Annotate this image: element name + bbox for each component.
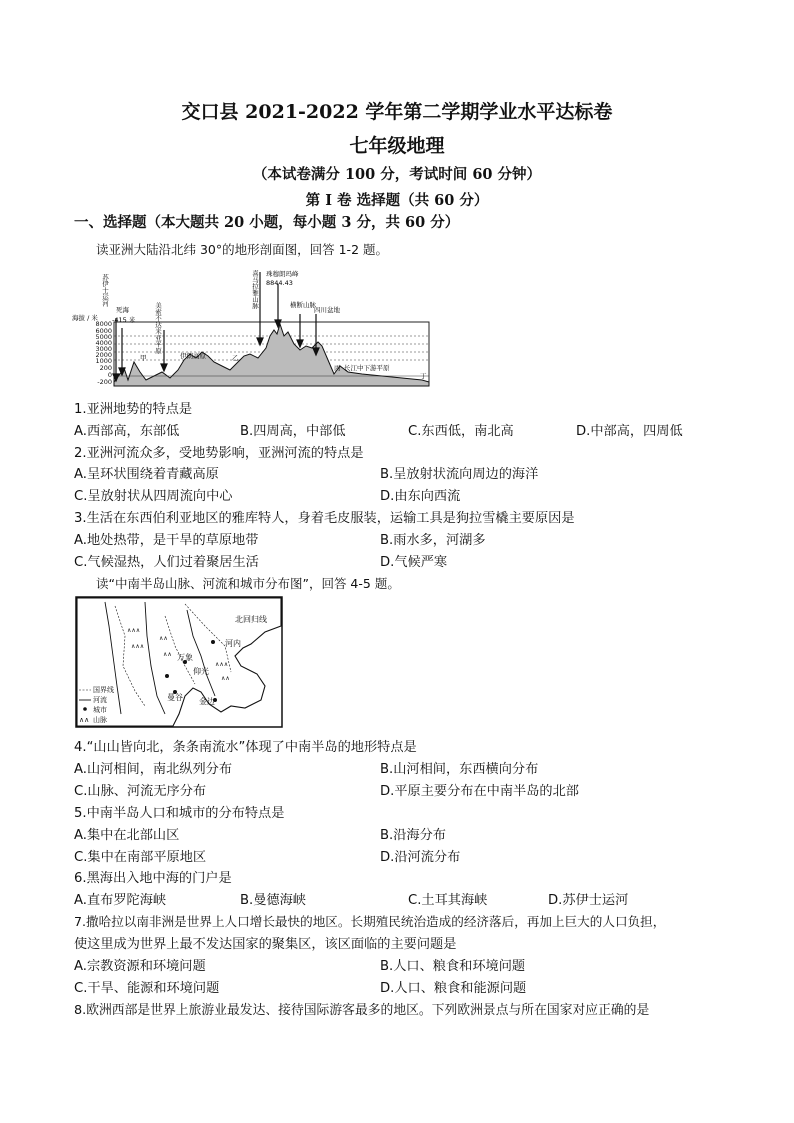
q3-option-b[interactable]: B.雨水多，河湖多 — [380, 533, 486, 548]
q4-option-a[interactable]: A.山河相间，南北纵列分布 — [74, 762, 233, 777]
q2-option-b[interactable]: B.呈放射状流向周边的海洋 — [380, 467, 539, 482]
svg-text:国界线: 国界线 — [93, 686, 114, 694]
label-vientiane: 万象 — [177, 653, 193, 662]
q1-option-d[interactable]: D.中部高，四周低 — [576, 424, 683, 439]
svg-text:∧∧∧: ∧∧∧ — [215, 661, 229, 668]
label-bing: 丙 — [334, 364, 341, 372]
city-hanoi — [211, 640, 215, 644]
label-mesopotamia: 美索不达米亚平原 — [154, 302, 162, 354]
label-dead-sea: 死海 — [116, 306, 129, 314]
q1-option-a[interactable]: A.西部高，东部低 — [74, 424, 180, 439]
figure2-intro: 读“中南半岛山脉、河流和城市分布图”，回答 4-5 题。 — [96, 576, 400, 591]
q2-option-c[interactable]: C.呈放射状从四周流向中心 — [74, 489, 233, 504]
svg-text:2000: 2000 — [95, 351, 112, 359]
exam-note: （本试卷满分 100 分，考试时间 60 分钟） — [252, 166, 542, 183]
q2-option-d[interactable]: D.由东向西流 — [380, 489, 461, 504]
label-jia: 甲 — [140, 354, 147, 362]
label-yangtze: 长江中下游平原 — [344, 364, 390, 372]
svg-text:∧∧∧: ∧∧∧ — [131, 643, 145, 650]
svg-text:6000: 6000 — [95, 327, 112, 335]
exam-subject: 七年级地理 — [349, 135, 445, 157]
q3-option-d[interactable]: D.气候严寒 — [380, 555, 448, 570]
label-hanoi: 河内 — [225, 639, 241, 648]
q7-stem-cont: 使这里成为世界上最不发达国家的聚集区，该区面临的主要问题是 — [74, 937, 457, 952]
label-suez: 苏伊士运河 — [101, 274, 109, 307]
label-ding: 丁 — [420, 372, 427, 380]
q6-option-a[interactable]: A.直布罗陀海峡 — [74, 893, 167, 908]
label-bangkok: 曼谷 — [167, 693, 183, 702]
svg-text:∧∧: ∧∧ — [163, 651, 172, 658]
label-iran: 伊朗高原 — [180, 352, 206, 360]
q2-option-a[interactable]: A.呈环状围绕着青藏高原 — [74, 467, 219, 482]
label-sichuan: 四川盆地 — [314, 306, 340, 314]
q7-stem: 7.撒哈拉以南非洲是世界上人口增长最快的地区。长期殖民统治造成的经济落后，再加上巨大的人口负担， — [74, 914, 666, 929]
q3-option-a[interactable]: A.地处热带，是干旱的草原地带 — [74, 533, 259, 548]
svg-text:河流: 河流 — [93, 696, 107, 704]
terrain-profile-svg — [72, 262, 432, 392]
q3-option-c[interactable]: C.气候湿热，人们过着聚居生活 — [74, 555, 259, 570]
svg-text:∧∧: ∧∧ — [159, 635, 168, 642]
indochina-map-svg — [75, 596, 283, 728]
svg-text:∧∧: ∧∧ — [79, 716, 90, 724]
q5-option-b[interactable]: B.沿海分布 — [380, 828, 446, 843]
label-hengduan: 横断山脉 — [290, 301, 316, 309]
q8-stem: 8.欧洲西部是世界上旅游业最发达、接待国际游客最多的地区。下列欧洲景点与所在国家对应正确的是 — [74, 1003, 650, 1018]
svg-text:城市: 城市 — [93, 706, 107, 714]
part-heading: 第 I 卷 选择题（共 60 分） — [305, 192, 489, 209]
label-phnom-penh: 金边 — [199, 697, 215, 706]
q7-option-c[interactable]: C.干旱、能源和环境问题 — [74, 981, 220, 996]
q6-option-c[interactable]: C.土耳其海峡 — [408, 893, 488, 908]
label-everest: 珠穆朗玛峰 — [266, 270, 299, 278]
yaxis-label: 海拔 / 米 — [72, 314, 98, 322]
section-heading: 一、选择题（本大题共 20 小题，每小题 3 分，共 60 分） — [74, 214, 460, 231]
q1-option-b[interactable]: B.四周高，中部低 — [240, 424, 346, 439]
q5-option-a[interactable]: A.集中在北部山区 — [74, 828, 180, 843]
q6-option-d[interactable]: D.苏伊士运河 — [548, 893, 629, 908]
q1-stem: 1.亚洲地势的特点是 — [74, 402, 193, 417]
label-yangon: 仰光 — [193, 667, 209, 676]
q5-stem: 5.中南半岛人口和城市的分布特点是 — [74, 806, 285, 821]
svg-text:200: 200 — [99, 364, 112, 372]
svg-text:8000: 8000 — [95, 320, 112, 328]
label-yi: 乙 — [232, 354, 239, 362]
q4-stem: 4.“山山皆向北，条条南流水”体现了中南半岛的地形特点是 — [74, 740, 417, 755]
label-tropic: 北回归线 — [235, 615, 267, 624]
indochina-map-figure — [75, 596, 283, 728]
q7-option-a[interactable]: A.宗教资源和环境问题 — [74, 959, 206, 974]
svg-text:3000: 3000 — [95, 345, 112, 353]
q5-option-d[interactable]: D.沿河流分布 — [380, 850, 461, 865]
city-yangon — [165, 674, 169, 678]
label-everest-height: 8844.43 — [266, 279, 293, 287]
svg-text:∧∧: ∧∧ — [221, 675, 230, 682]
figure1-intro: 读亚洲大陆沿北纬 30°的地形剖面图，回答 1-2 题。 — [96, 242, 388, 257]
svg-text:0: 0 — [107, 371, 112, 379]
svg-text:∧∧∧: ∧∧∧ — [127, 627, 141, 634]
svg-text:5000: 5000 — [95, 333, 112, 341]
q1-option-c[interactable]: C.东西低，南北高 — [408, 424, 514, 439]
q4-option-c[interactable]: C.山脉、河流无序分布 — [74, 784, 207, 799]
svg-text:1000: 1000 — [95, 357, 112, 365]
q7-option-b[interactable]: B.人口、粮食和环境问题 — [380, 959, 526, 974]
q5-option-c[interactable]: C.集中在南部平原地区 — [74, 850, 207, 865]
svg-text:山脉: 山脉 — [93, 716, 107, 724]
svg-text:4000: 4000 — [95, 339, 112, 347]
exam-title: 交口县 2021-2022 学年第二学期学业水平达标卷 — [181, 101, 613, 123]
q3-stem: 3.生活在东西伯利亚地区的雅库特人，身着毛皮服装，运输工具是狗拉雪橇主要原因是 — [74, 511, 575, 526]
label-himalaya: 喜马拉雅山脉 — [251, 270, 259, 309]
svg-text:-200: -200 — [97, 378, 112, 386]
q2-stem: 2.亚洲河流众多，受地势影响，亚洲河流的特点是 — [74, 446, 364, 461]
q7-option-d[interactable]: D.人口、粮食和能源问题 — [380, 981, 527, 996]
q4-option-d[interactable]: D.平原主要分布在中南半岛的北部 — [380, 784, 579, 799]
terrain-profile-figure — [72, 262, 432, 392]
q4-option-b[interactable]: B.山河相间，东西横向分布 — [380, 762, 539, 777]
q6-stem: 6.黑海出入地中海的门户是 — [74, 871, 232, 886]
q6-option-b[interactable]: B.曼德海峡 — [240, 893, 306, 908]
label-dead-sea-depth: -415 米 — [112, 316, 136, 324]
